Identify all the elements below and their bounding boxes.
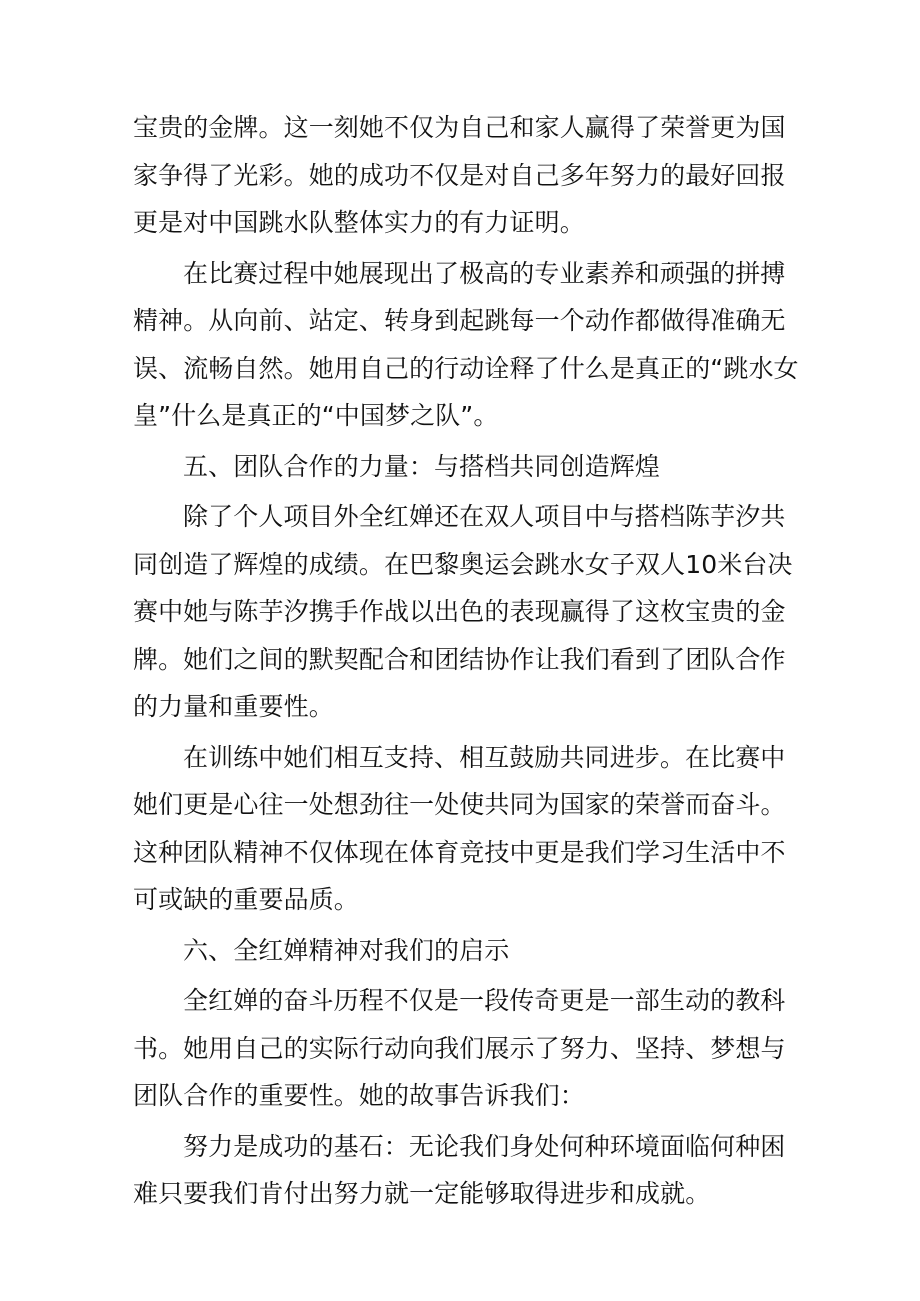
- section-heading-inspiration: 六、全红婵精神对我们的启示: [183, 935, 510, 965]
- paragraph-competition-performance: 在比赛过程中她展现出了极高的专业素养和顽强的拼搏精神。从向前、站定、转身到起跳每一个动作都做得准确无误、流畅自然。她用自己的行动诠释了什么是真正的“跳水女皇”什么是真正的“中国梦之队”。: [133, 258, 799, 430]
- document-body: [133, 104, 805, 1221]
- paragraph-team-spirit: 在训练中她们相互支持、相互鼓励共同进步。在比赛中她们更是心往一处想劲往一处使共同为国家的荣誉而奋斗。这种团队精神不仅体现在体育竞技中更是我们学习生活中不可或缺的重要品质。: [133, 742, 786, 914]
- section-heading-teamwork: 五、团队合作的力量：与搭档共同创造辉煌: [183, 451, 660, 481]
- paragraph-story-lesson: 全红婵的奋斗历程不仅是一段传奇更是一部生动的教科书。她用自己的实际行动向我们展示了努力、坚持、梦想与团队合作的重要性。她的故事告诉我们：: [133, 986, 786, 1110]
- paragraph-synchronized-diving: 除了个人项目外全红婵还在双人项目中与搭档陈芋汐共同创造了辉煌的成绩。在巴黎奥运会跳水女子双人10米台决赛中她与陈芋汐携手作战以出色的表现赢得了这枚宝贵的金牌。她们之间的默契配合和团结协作让我们看到了团队合作的力量和重要性。: [133, 502, 793, 721]
- paragraph-effort-foundation: 努力是成功的基石：无论我们身处何种环境面临何种困难只要我们肯付出努力就一定能够取得进步和成就。: [133, 1131, 786, 1208]
- paragraph-gold-medal-honor: 宝贵的金牌。这一刻她不仅为自己和家人赢得了荣誉更为国家争得了光彩。她的成功不仅是对自己多年努力的最好回报更是对中国跳水队整体实力的有力证明。: [133, 113, 786, 237]
